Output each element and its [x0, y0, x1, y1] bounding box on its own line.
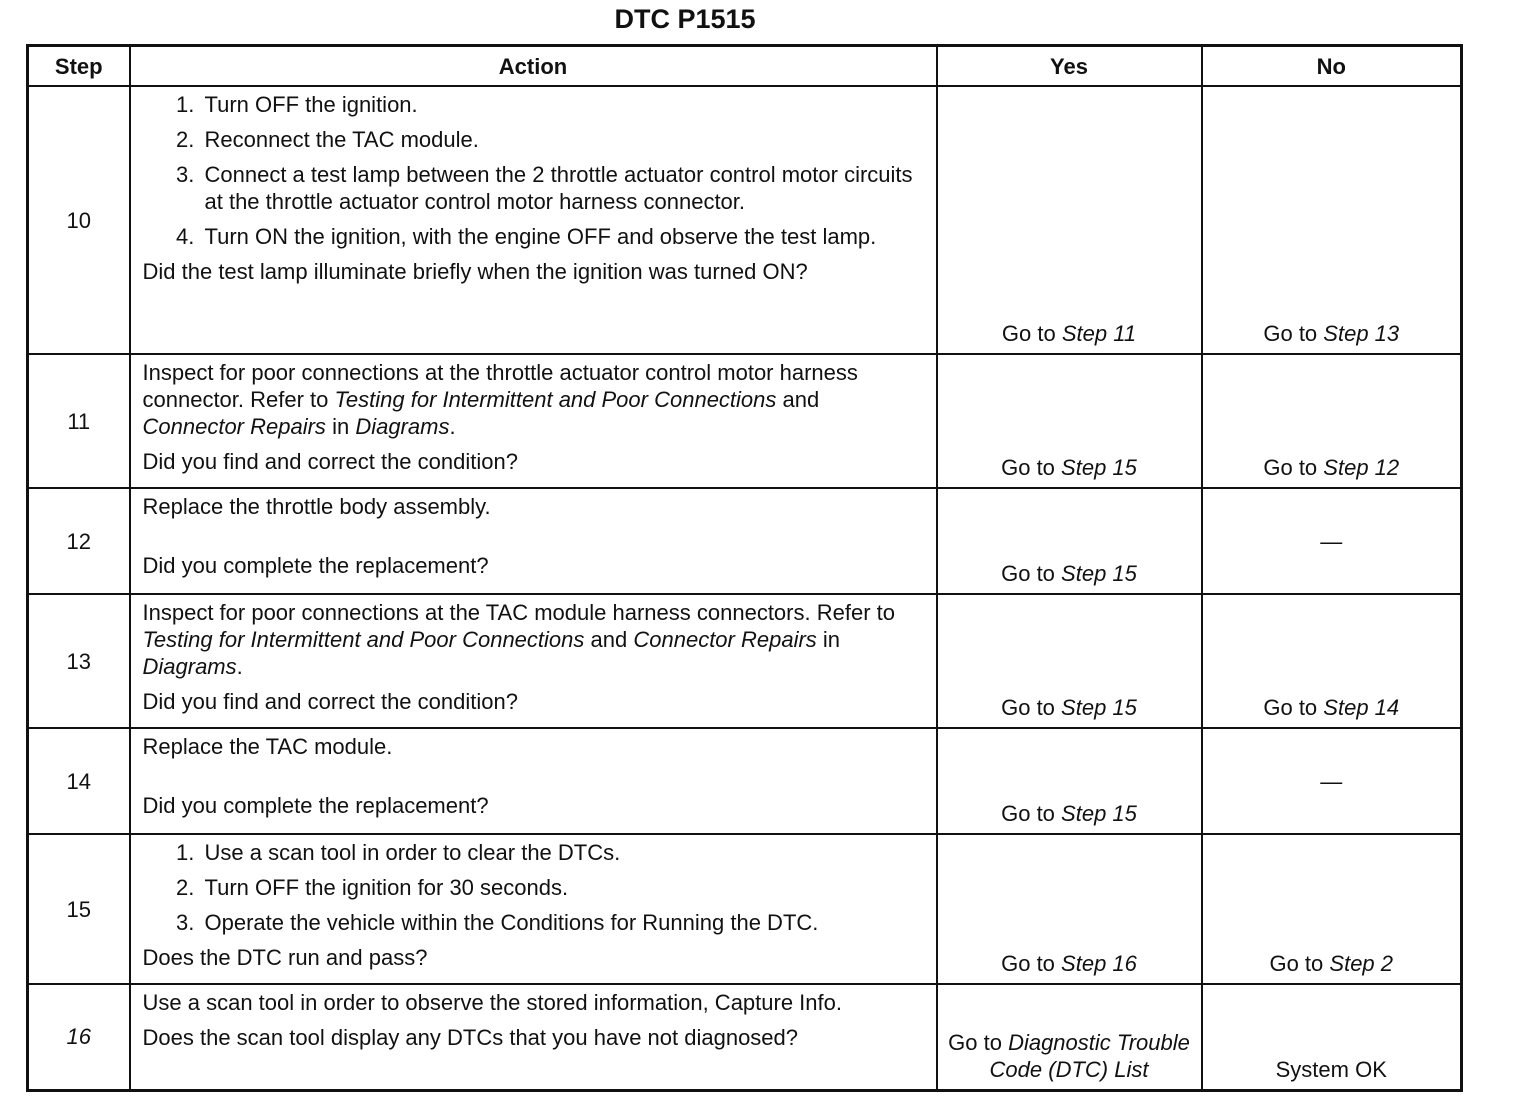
step-number: 11 — [28, 354, 130, 488]
action-cell — [130, 488, 937, 594]
step-reference: Step 14 — [1323, 695, 1400, 720]
header-no: No — [1202, 46, 1462, 87]
go-to-label: Go to — [1263, 455, 1318, 480]
yes-cell — [937, 984, 1202, 1090]
step-reference: Diagnostic Trouble Code (DTC) List — [989, 1029, 1190, 1082]
diagnostic-table — [26, 44, 1463, 1092]
action-text-part: in — [822, 627, 841, 652]
question: Does the scan tool display any DTCs that you have not diagnosed? — [142, 1025, 799, 1050]
go-to-label: Go to — [1263, 321, 1318, 346]
list-item: 3. Operate the vehicle within the Conditions for Running the DTC. — [201, 909, 926, 936]
step-number: 16 — [28, 984, 130, 1090]
table-row — [28, 86, 1462, 354]
question: Did the test lamp illuminate briefly when the ignition was turned ON? — [142, 259, 808, 284]
question: Did you complete the replacement? — [142, 553, 489, 578]
no-cell: — — [1202, 488, 1462, 594]
document-title: DTC P1515 — [614, 4, 756, 34]
list-item: 1. Turn OFF the ignition. — [201, 91, 926, 118]
question: Did you find and correct the condition? — [142, 449, 518, 474]
header-row — [28, 46, 1462, 87]
step-number: 12 — [28, 488, 130, 594]
step-reference: Step 15 — [1061, 695, 1137, 720]
cross-reference: Connector Repairs — [633, 627, 817, 652]
action-text — [143, 359, 926, 440]
action-text-part: Inspect for poor connections at the TAC module harness connectors. Refer to — [142, 600, 895, 625]
cross-reference: Diagrams — [142, 654, 237, 679]
header-step: Step — [28, 46, 130, 87]
action-text-part: . — [449, 414, 456, 439]
action-text-part: in — [332, 414, 350, 439]
list-item: 1. Use a scan tool in order to clear the DTCs. — [201, 839, 926, 866]
step-reference: Step 15 — [1061, 801, 1137, 826]
go-to-label: Go to — [1001, 561, 1055, 586]
question: Did you find and correct the condition? — [142, 689, 518, 714]
cross-reference: Testing for Intermittent and Poor Connections — [334, 387, 777, 412]
header-action: Action — [130, 46, 937, 87]
step-reference: Step 13 — [1323, 321, 1400, 346]
step-number: 15 — [28, 834, 130, 984]
action-cell — [130, 86, 937, 354]
cross-reference: Diagrams — [355, 414, 450, 439]
action-cell — [130, 354, 937, 488]
yes-cell — [937, 354, 1202, 488]
action-cell — [130, 834, 937, 984]
cross-reference: Connector Repairs — [142, 414, 326, 439]
no-cell: — — [1202, 728, 1462, 834]
step-number: 14 — [28, 728, 130, 834]
step-number: 10 — [28, 86, 130, 354]
action-text: Use a scan tool in order to observe the stored information, Capture Info. — [142, 990, 842, 1015]
no-cell: System OK — [1202, 984, 1462, 1090]
action-list — [143, 91, 926, 250]
step-reference: Step 15 — [1061, 561, 1137, 586]
go-to-label: Go to — [1001, 455, 1055, 480]
yes-cell — [937, 488, 1202, 594]
table-row — [28, 834, 1462, 984]
yes-cell — [937, 86, 1202, 354]
go-to-label: Go to — [948, 1029, 1002, 1055]
action-text-part: Inspect for poor connections at the throttle actuator control motor harness connector. Refer to — [142, 360, 858, 412]
table-row — [28, 594, 1462, 728]
yes-cell — [937, 834, 1202, 984]
yes-cell — [937, 594, 1202, 728]
list-item: 2. Turn OFF the ignition for 30 seconds. — [201, 874, 926, 901]
no-cell — [1202, 594, 1462, 728]
yes-cell — [937, 728, 1202, 834]
question: Did you complete the replacement? — [142, 793, 489, 818]
go-to-label: Go to — [1001, 695, 1055, 720]
action-text-part: and — [590, 627, 628, 652]
list-item: 3. Connect a test lamp between the 2 throttle actuator control motor circuits at the throttle actuator control motor harness connector. — [201, 161, 926, 215]
step-number: 13 — [28, 594, 130, 728]
action-text: Replace the throttle body assembly. — [142, 494, 491, 519]
step-reference: Step 16 — [1061, 951, 1137, 976]
step-reference: Step 2 — [1329, 951, 1394, 976]
no-cell — [1202, 86, 1462, 354]
action-cell — [130, 984, 937, 1090]
action-text-part: and — [782, 387, 820, 412]
go-to-label: Go to — [1001, 951, 1055, 976]
action-cell — [130, 594, 937, 728]
action-cell — [130, 728, 937, 834]
step-reference: Step 15 — [1061, 455, 1137, 480]
go-to-label: Go to — [1001, 801, 1055, 826]
action-text — [143, 599, 926, 680]
table-row — [28, 354, 1462, 488]
table-row — [28, 984, 1462, 1090]
action-list — [143, 839, 926, 936]
step-reference: Step 11 — [1061, 321, 1137, 346]
go-to-label: Go to — [1269, 951, 1324, 976]
list-item: 2. Reconnect the TAC module. — [201, 126, 926, 153]
go-to-label: Go to — [1001, 321, 1056, 346]
table-row — [28, 488, 1462, 594]
question: Does the DTC run and pass? — [142, 945, 428, 970]
table-row — [28, 728, 1462, 834]
action-text: Replace the TAC module. — [142, 734, 393, 759]
go-to-label: Go to — [1263, 695, 1318, 720]
no-cell — [1202, 834, 1462, 984]
cross-reference: Testing for Intermittent and Poor Connections — [142, 627, 585, 652]
list-item: 4. Turn ON the ignition, with the engine OFF and observe the test lamp. — [201, 223, 926, 250]
no-cell — [1202, 354, 1462, 488]
step-reference: Step 12 — [1323, 455, 1400, 480]
action-text-part: . — [236, 654, 243, 679]
header-yes: Yes — [937, 46, 1202, 87]
